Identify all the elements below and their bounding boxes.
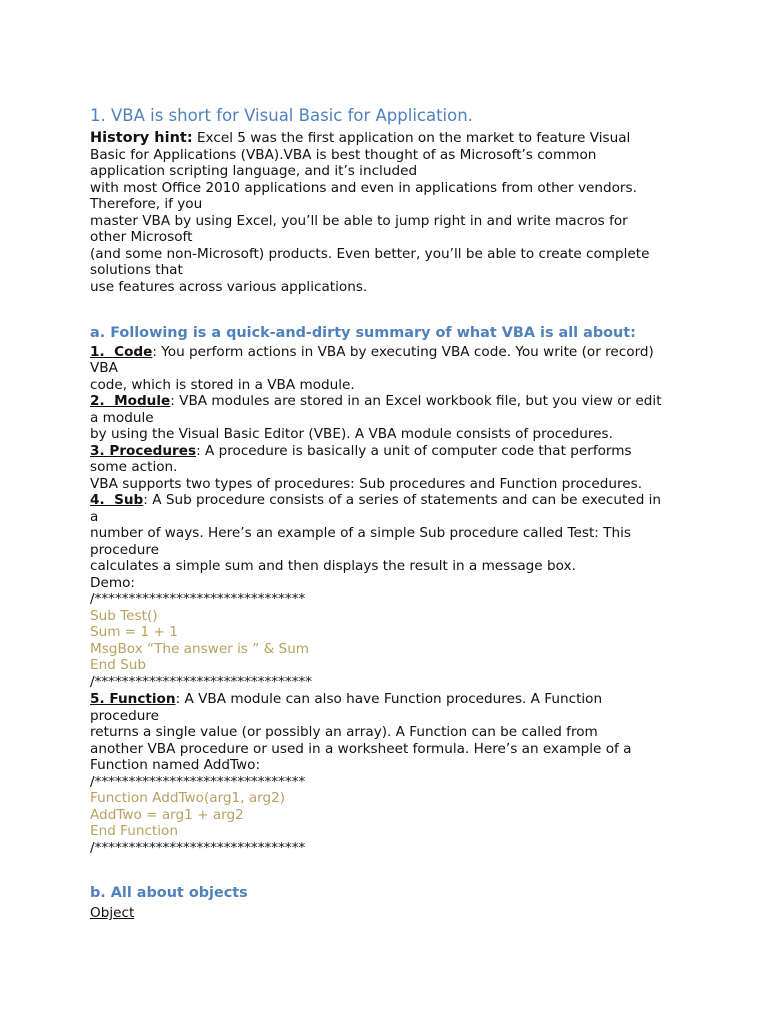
- separator-stars: /********************************: [90, 674, 313, 690]
- history-text: master VBA by using Excel, you’ll be able to jump right in and write macros for: [90, 213, 628, 229]
- sub-term: 4. Sub: [90, 492, 144, 508]
- code-line: End Sub: [90, 657, 147, 673]
- code-line: End Function: [90, 823, 178, 839]
- procedures-text: some action.: [90, 459, 178, 475]
- history-hint-line: [90, 130, 630, 147]
- heading-summary: a. Following is a quick-and-dirty summary of what VBA is all about:: [90, 325, 636, 341]
- procedures-item: [90, 443, 632, 460]
- module-item: [90, 393, 662, 410]
- separator-stars: /*******************************: [90, 840, 306, 856]
- history-text: other Microsoft: [90, 229, 193, 245]
- object-label: Object: [90, 905, 135, 921]
- code-item: [90, 344, 654, 361]
- history-text: solutions that: [90, 262, 183, 278]
- sub-text: calculates a simple sum and then displays the result in a message box.: [90, 558, 576, 574]
- sub-text: procedure: [90, 542, 159, 558]
- heading-vba-definition: 1. VBA is short for Visual Basic for Application.: [90, 106, 473, 125]
- function-text: procedure: [90, 708, 159, 724]
- code-text: : You perform actions in VBA by executing VBA code. You write (or record): [152, 344, 654, 360]
- separator-stars: /*******************************: [90, 591, 306, 607]
- sub-text: number of ways. Here’s an example of a simple Sub procedure called Test: This: [90, 525, 631, 541]
- separator-stars: /*******************************: [90, 774, 306, 790]
- sub-text: : A Sub procedure consists of a series of statements and can be executed in: [143, 492, 662, 508]
- history-text: application scripting language, and it’s included: [90, 163, 418, 179]
- history-text: with most Office 2010 applications and even in applications from other vendors.: [90, 180, 637, 196]
- function-text: Function named AddTwo:: [90, 757, 261, 773]
- code-line: AddTwo = arg1 + arg2: [90, 807, 244, 823]
- code-line: Sum = 1 + 1: [90, 624, 178, 640]
- sub-item: [90, 492, 661, 509]
- procedures-text: VBA supports two types of procedures: Sub procedures and Function procedures.: [90, 476, 643, 492]
- code-line: MsgBox “The answer is ” & Sum: [90, 641, 310, 657]
- module-text: : VBA modules are stored in an Excel workbook file, but you view or edit: [170, 393, 662, 409]
- procedures-text: : A procedure is basically a unit of computer code that performs: [196, 443, 632, 459]
- sub-text: a: [90, 509, 99, 525]
- code-line: Sub Test(): [90, 608, 158, 624]
- history-text: Basic for Applications (VBA).VBA is best thought of as Microsoft’s common: [90, 147, 597, 163]
- history-text: use features across various applications.: [90, 279, 368, 295]
- function-text: another VBA procedure or used in a worksheet formula. Here’s an example of a: [90, 741, 632, 757]
- code-text: code, which is stored in a VBA module.: [90, 377, 355, 393]
- function-text: returns a single value (or possibly an array). A Function can be called from: [90, 724, 598, 740]
- module-text: a module: [90, 410, 154, 426]
- procedures-term: 3. Procedures: [90, 443, 197, 459]
- heading-objects: b. All about objects: [90, 885, 248, 901]
- module-text: by using the Visual Basic Editor (VBE). A VBA module consists of procedures.: [90, 426, 613, 442]
- function-item: [90, 691, 602, 708]
- history-text: Excel 5 was the first application on the market to feature Visual: [192, 130, 631, 146]
- code-text: VBA: [90, 360, 118, 376]
- history-text: Therefore, if you: [90, 196, 203, 212]
- history-hint-label: History hint:: [90, 130, 193, 146]
- code-line: Function AddTwo(arg1, arg2): [90, 790, 286, 806]
- module-term: 2. Module: [90, 393, 171, 409]
- code-term: 1. Code: [90, 344, 153, 360]
- history-text: (and some non-Microsoft) products. Even better, you’ll be able to create complete: [90, 246, 650, 262]
- function-term: 5. Function: [90, 691, 176, 707]
- demo-label: Demo:: [90, 575, 135, 591]
- function-text: : A VBA module can also have Function procedures. A Function: [175, 691, 603, 707]
